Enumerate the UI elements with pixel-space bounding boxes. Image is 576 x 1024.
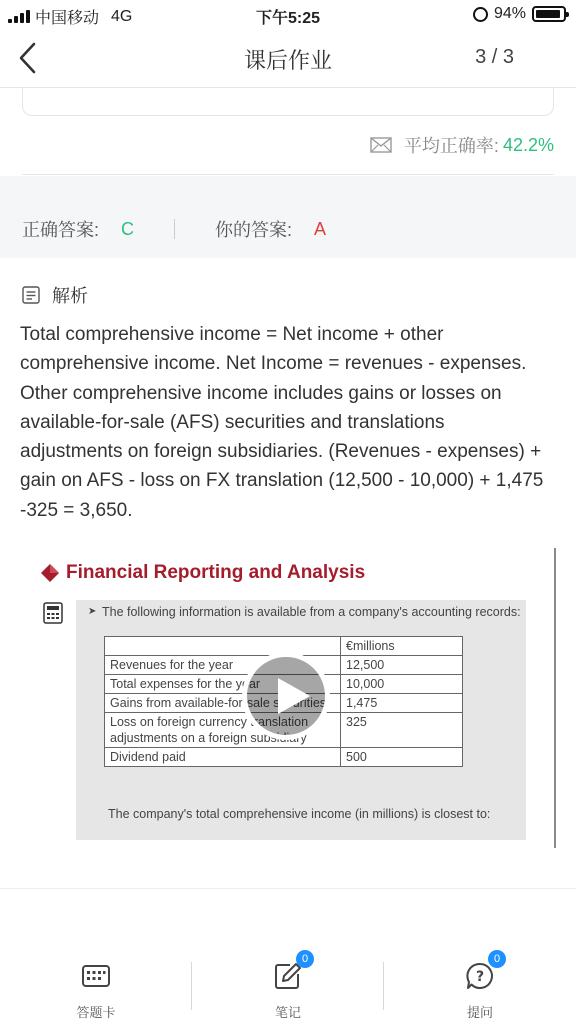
average-accuracy — [370, 132, 554, 158]
envelope-icon — [370, 136, 392, 154]
questions-badge: 0 — [488, 950, 506, 968]
table-cell: 1,475 — [341, 694, 463, 713]
table-cell: 325 — [341, 713, 463, 748]
table-cell: Dividend paid — [105, 748, 341, 767]
ask-question-button[interactable] — [384, 954, 576, 1021]
status-bar — [0, 0, 576, 28]
table-cell: Total expenses for the year — [105, 675, 341, 694]
document-icon — [22, 286, 40, 304]
table-cell: €millions — [341, 637, 463, 656]
analysis-title: 解析 — [52, 286, 88, 306]
answer-separator — [174, 219, 175, 239]
lecture-video[interactable] — [36, 548, 556, 848]
table-row — [105, 748, 463, 767]
slide-title: Financial Reporting and Analysis — [66, 562, 366, 583]
table-cell: Gains from available-for-sale securities — [105, 694, 341, 713]
status-time: 下午5:25 — [255, 10, 321, 27]
accuracy-value: 42.2% — [502, 134, 554, 155]
your-answer-label: 你的答案: — [215, 220, 293, 240]
note-edit-icon — [272, 953, 309, 992]
divider — [22, 174, 554, 175]
status-right — [473, 5, 566, 23]
your-answer-value: A — [314, 218, 327, 239]
accuracy-label: 平均正确率: — [403, 136, 499, 156]
answer-row — [22, 216, 326, 242]
table-cell: 10,000 — [341, 675, 463, 694]
correct-answer-label: 正确答案: — [22, 220, 100, 240]
rotation-lock-icon — [473, 7, 488, 22]
calculator-icon — [43, 602, 63, 624]
question-card — [22, 88, 554, 116]
question-bubble-icon — [464, 953, 501, 992]
bottom-toolbar — [0, 940, 576, 1024]
table-cell: Loss on foreign currency translation adjustments on a foreign subsidiary — [105, 713, 341, 748]
svg-text:?: ? — [475, 969, 485, 985]
diamond-icon — [40, 563, 60, 583]
page-title: 课后作业 — [243, 48, 332, 73]
slide-question: The company's total comprehensive income (in millions) is closest to: — [108, 807, 491, 821]
play-button[interactable] — [242, 652, 330, 740]
table-cell: 12,500 — [341, 656, 463, 675]
slide-border — [554, 548, 556, 848]
nav-bar — [0, 28, 576, 88]
table-cell: 500 — [341, 748, 463, 767]
analysis-text: Total comprehensive income = Net income + other comprehensive income. Net Income = revenues - expenses. Other comprehensive income includes gains or losses on available-for-sale (AFS) securities and translations adjustments on foreign subsidiaries. (Revenues - expenses) + gain on AFS - loss on FX translation (12,500 - 10,000) + 1,475 -325 = 3,650. — [20, 324, 544, 521]
battery-icon — [532, 6, 566, 22]
table-cell: Revenues for the year — [105, 656, 341, 675]
network-type: 4G — [111, 7, 133, 25]
notes-badge: 0 — [296, 950, 314, 968]
slide-heading — [40, 562, 365, 584]
answer-card-icon — [80, 960, 112, 992]
arrow-bullet-icon: ➤ — [88, 606, 97, 617]
ask-question-label: 提问 — [466, 1005, 493, 1020]
answer-card-label: 答题卡 — [76, 1005, 116, 1020]
page-indicator: 3 / 3 — [475, 46, 514, 68]
answer-card-button[interactable] — [0, 954, 192, 1021]
slide-intro — [88, 604, 522, 620]
analysis-heading — [22, 282, 88, 308]
notes-button[interactable] — [192, 954, 384, 1021]
divider — [0, 888, 576, 889]
table-cell — [105, 637, 341, 656]
carrier-name: 中国移动 — [35, 10, 100, 27]
correct-answer-value: C — [121, 218, 135, 239]
notes-label: 笔记 — [274, 1005, 301, 1020]
slide-intro-text: The following information is available from a company's accounting records: — [102, 605, 521, 619]
answer-summary — [0, 176, 576, 258]
battery-percent: 94% — [493, 5, 526, 22]
